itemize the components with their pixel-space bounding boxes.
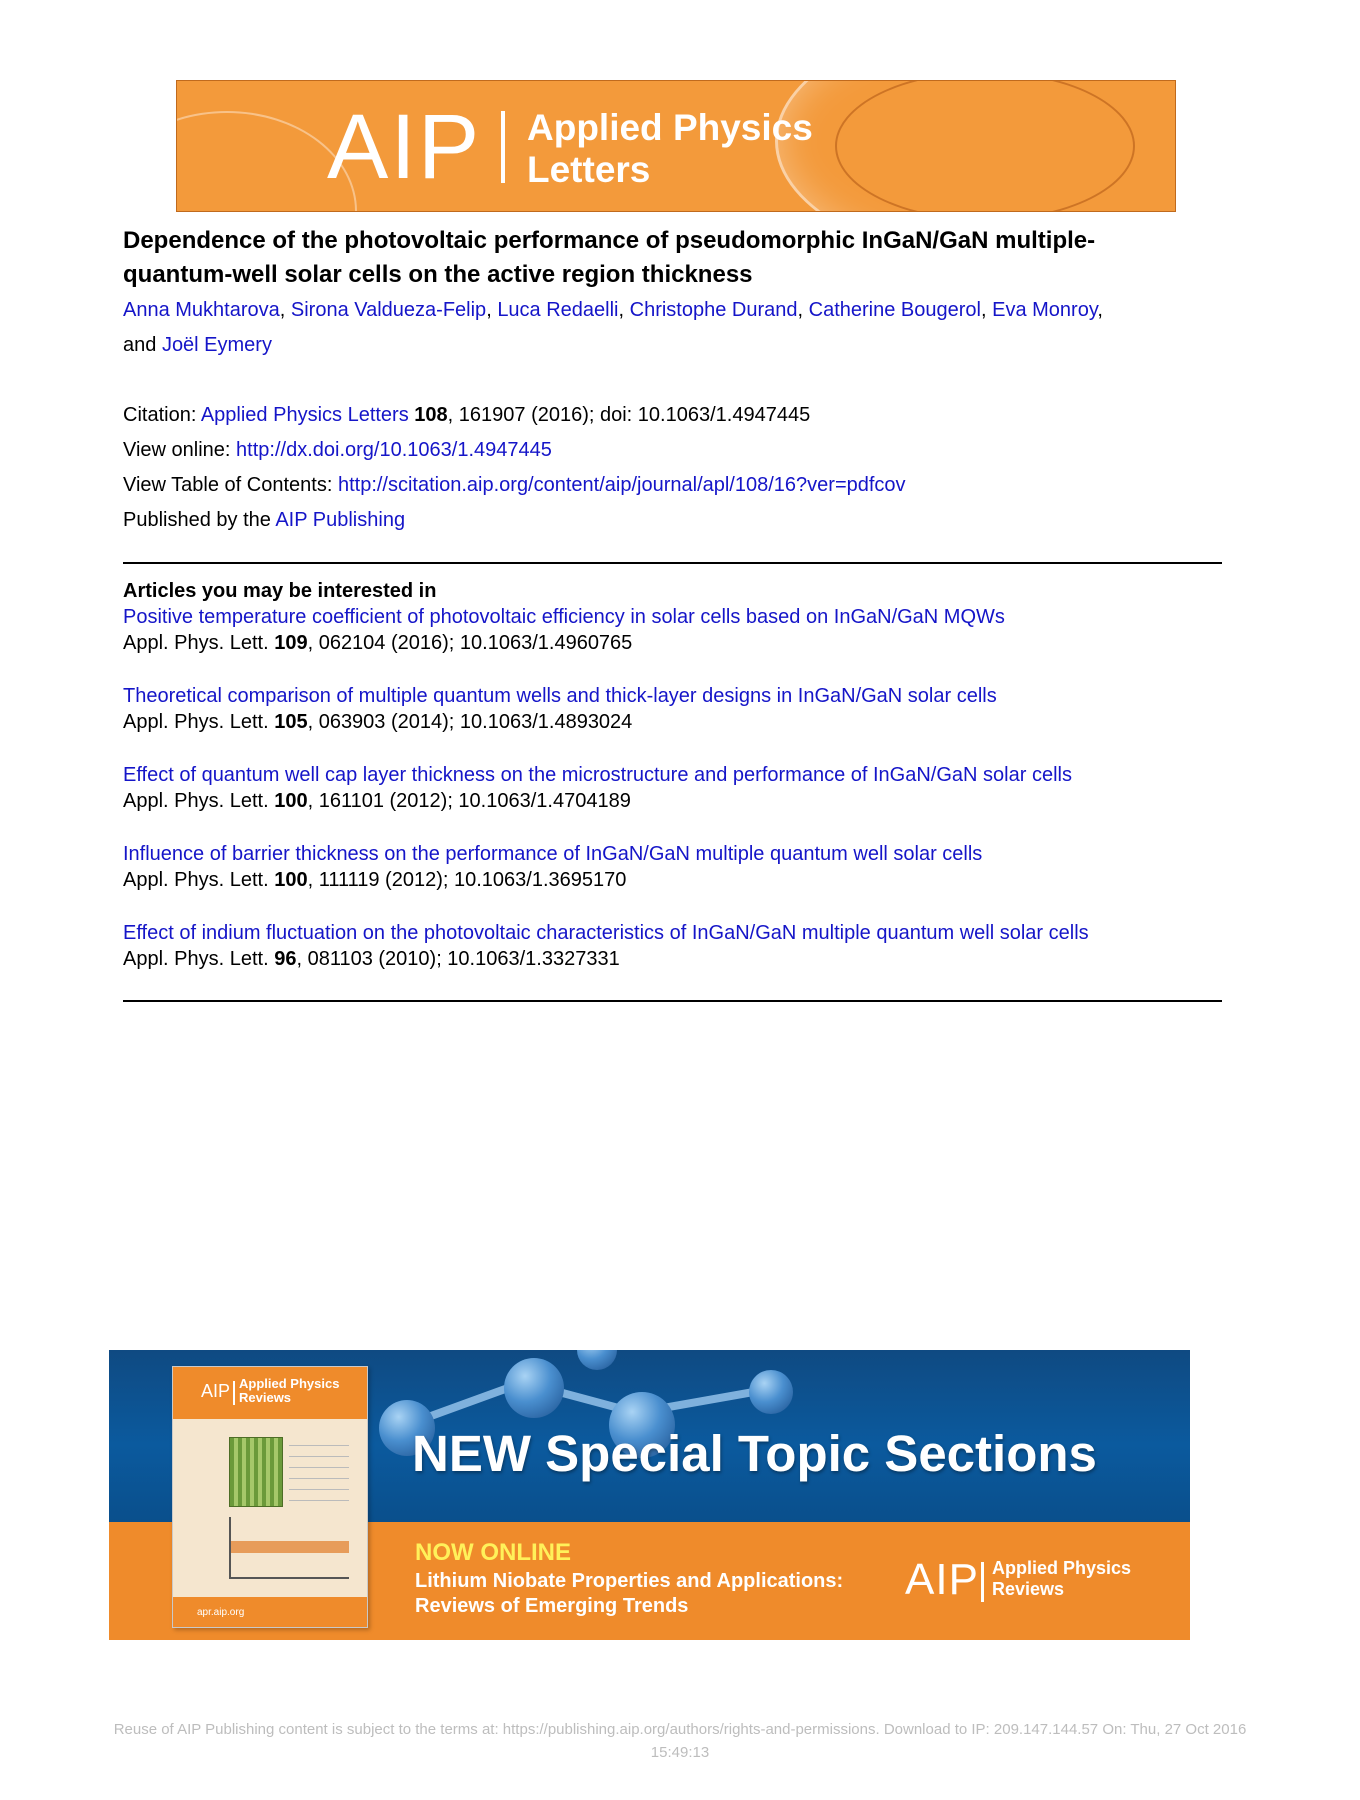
banner-swirl-decoration xyxy=(835,80,1135,212)
citation-row xyxy=(123,398,906,433)
related-item-journal: Appl. Phys. Lett. xyxy=(123,790,275,812)
citation-volume: 108 xyxy=(414,404,448,426)
related-item-volume: 109 xyxy=(274,632,308,654)
related-item-citation xyxy=(123,709,1222,735)
related-item-title-link[interactable]: Effect of quantum well cap layer thickness on the microstructure and performance of InGaN/GaN solar cells xyxy=(123,764,1072,786)
ad-topic-line1: Lithium Niobate Properties and Applications: xyxy=(415,1570,844,1592)
related-item-citation xyxy=(123,946,1222,972)
cover-label-lines xyxy=(289,1435,349,1505)
aip-logo: AIP xyxy=(327,96,482,198)
related-item-journal: Appl. Phys. Lett. xyxy=(123,711,275,733)
toc-row xyxy=(123,468,906,503)
journal-name-line2: Letters xyxy=(527,149,651,190)
logo-divider xyxy=(501,111,505,183)
cover-aip-logo: AIP xyxy=(201,1381,231,1401)
related-item xyxy=(123,683,1222,735)
ad-topic xyxy=(415,1569,843,1619)
cover-url: apr.aip.org xyxy=(197,1607,245,1618)
related-articles xyxy=(123,578,1222,999)
ad-topic-line2: Reviews of Emerging Trends xyxy=(415,1595,689,1617)
cover-device-illustration xyxy=(229,1437,283,1507)
related-item-journal: Appl. Phys. Lett. xyxy=(123,632,275,654)
author-link[interactable]: Sirona Valdueza-Felip xyxy=(290,299,487,321)
view-online-link[interactable]: http://dx.doi.org/10.1063/1.4947445 xyxy=(236,439,552,461)
toc-label: View Table of Contents: xyxy=(123,474,338,496)
journal-name-line1: Applied Physics xyxy=(527,107,813,148)
related-item-title-link[interactable]: Effect of indium fluctuation on the photovoltaic characteristics of InGaN/GaN multiple quantum well solar cells xyxy=(123,922,1089,944)
related-item-citation xyxy=(123,867,1222,893)
author-link[interactable]: Eva Monroy xyxy=(992,299,1098,321)
cover-journal-line1: Applied Physics xyxy=(239,1376,340,1391)
cover-journal-name xyxy=(239,1377,339,1405)
author-link[interactable]: Catherine Bougerol xyxy=(808,299,981,321)
related-item-title-link[interactable]: Positive temperature coefficient of photovoltaic efficiency in solar cells based on InGaN/GaN MQWs xyxy=(123,606,1005,628)
cover-journal-line2: Reviews xyxy=(239,1390,292,1405)
related-item xyxy=(123,762,1222,814)
related-item-details: , 161101 (2012); 10.1063/1.4704189 xyxy=(307,790,631,812)
footer-line1: Reuse of AIP Publishing content is subject to the terms at: https://publishing.aip.org/authors/rights-and-permissions. Download to IP: 209.147.144.57 On: Thu, 27 Oct 2016 xyxy=(113,1721,1247,1738)
related-item xyxy=(123,920,1222,972)
ad-journal-line1: Applied Physics xyxy=(992,1558,1132,1578)
ad-now-online: NOW ONLINE xyxy=(415,1539,571,1566)
related-item-volume: 105 xyxy=(274,711,308,733)
related-item-citation xyxy=(123,630,1222,656)
related-item-details: , 081103 (2010); 10.1063/1.3327331 xyxy=(296,948,620,970)
related-item xyxy=(123,841,1222,893)
download-footer xyxy=(0,1718,1360,1764)
author-link[interactable]: Anna Mukhtarova xyxy=(123,299,280,321)
ad-journal-name xyxy=(992,1558,1131,1600)
related-item-details: , 062104 (2016); 10.1063/1.4960765 xyxy=(307,632,633,654)
related-item-citation xyxy=(123,788,1222,814)
related-item-volume: 96 xyxy=(274,948,297,970)
published-label: Published by the xyxy=(123,509,276,531)
citation-label: Citation: xyxy=(123,404,201,426)
journal-cover-thumbnail xyxy=(172,1366,368,1628)
ad-headline: NEW Special Topic Sections xyxy=(412,1425,1097,1482)
citation-journal-link[interactable]: Applied Physics Letters xyxy=(200,404,409,426)
related-item-title-link[interactable]: Theoretical comparison of multiple quantum wells and thick-layer designs in InGaN/GaN solar cells xyxy=(123,685,997,707)
ad-logo-divider xyxy=(981,1562,984,1602)
related-item-volume: 100 xyxy=(274,790,308,812)
molecule-sphere xyxy=(577,1350,617,1370)
citation-details: , 161907 (2016); doi: 10.1063/1.4947445 xyxy=(447,404,811,426)
cover-logo-divider xyxy=(233,1381,235,1405)
journal-banner xyxy=(176,80,1176,212)
footer-line2: 15:49:13 xyxy=(650,1744,710,1761)
citation-block xyxy=(123,398,906,538)
molecule-sphere xyxy=(504,1358,564,1418)
related-item-journal: Appl. Phys. Lett. xyxy=(123,869,275,891)
ad-banner[interactable] xyxy=(109,1350,1190,1640)
related-item xyxy=(123,604,1222,656)
molecule-sphere xyxy=(749,1370,793,1414)
author-list xyxy=(123,293,1233,363)
publisher-link[interactable]: AIP Publishing xyxy=(275,509,406,531)
related-item-title-link[interactable]: Influence of barrier thickness on the performance of InGaN/GaN multiple quantum well solar cells xyxy=(123,843,983,865)
author-link[interactable]: Joël Eymery xyxy=(161,334,272,356)
related-heading: Articles you may be interested in xyxy=(123,580,437,602)
article-title-line2: quantum-well solar cells on the active region thickness xyxy=(123,261,753,288)
related-item-details: , 111119 (2012); 10.1063/1.3695170 xyxy=(307,869,627,891)
article-title-line1: Dependence of the photovoltaic performance of pseudomorphic InGaN/GaN multiple- xyxy=(123,227,1096,254)
ad-journal-line2: Reviews xyxy=(992,1579,1065,1599)
journal-name xyxy=(527,107,813,191)
view-online-row xyxy=(123,433,906,468)
author-line2 xyxy=(123,328,1233,363)
related-item-volume: 100 xyxy=(274,869,308,891)
related-item-journal: Appl. Phys. Lett. xyxy=(123,948,275,970)
author-link[interactable]: Luca Redaelli xyxy=(497,299,619,321)
toc-link[interactable]: http://scitation.aip.org/content/aip/journal/apl/108/16?ver=pdfcov xyxy=(337,474,906,496)
view-online-label: View online: xyxy=(123,439,237,461)
ad-aip-logo: AIP xyxy=(905,1555,979,1604)
author-line1: Anna Mukhtarova, Sirona Valdueza-Felip, Luca Redaelli, Christophe Durand, Catherine Bougerol, Eva Monroy, xyxy=(123,299,1103,321)
article-title xyxy=(123,224,1223,292)
author-link[interactable]: Christophe Durand xyxy=(629,299,798,321)
divider xyxy=(123,1000,1222,1002)
cover-band-diagram xyxy=(229,1517,349,1579)
related-item-details: , 063903 (2014); 10.1063/1.4893024 xyxy=(307,711,633,733)
and-text: and xyxy=(123,334,157,356)
publisher-row xyxy=(123,503,906,538)
divider xyxy=(123,562,1222,564)
